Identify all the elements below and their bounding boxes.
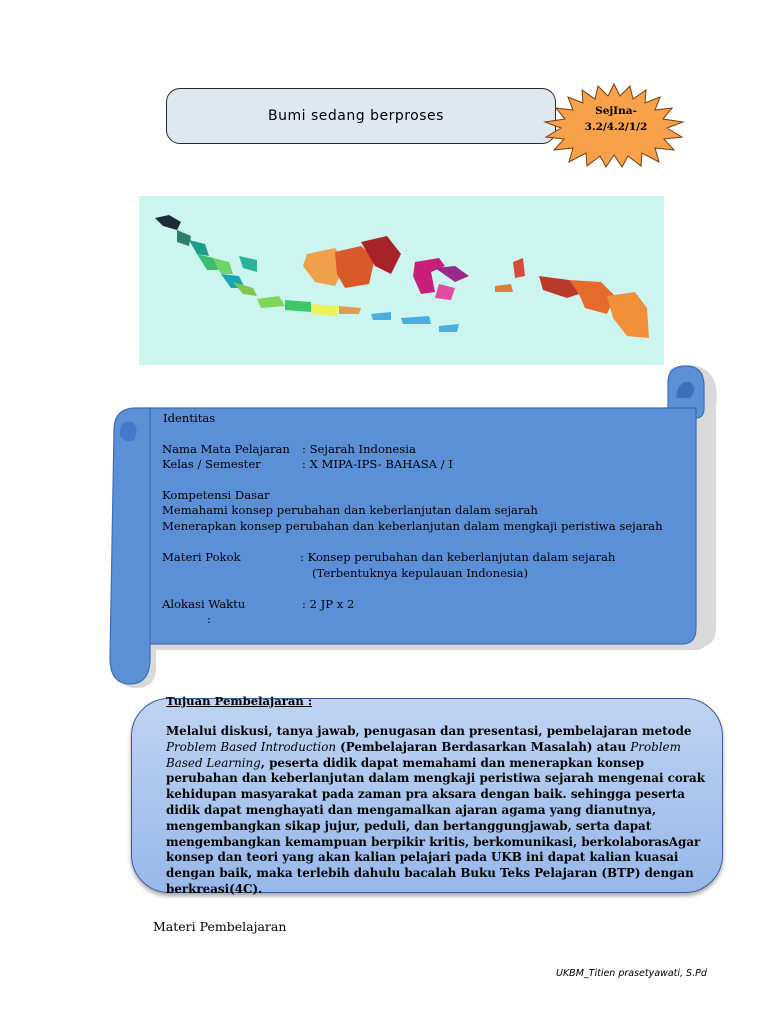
materi-value: : Konsep perubahan dan keberlanjutan dalam sejarah <box>300 550 616 564</box>
kelas-label: Kelas / Semester <box>162 457 261 471</box>
page-title: Bumi sedang berproses <box>268 108 444 124</box>
mapel-label: Nama Mata Pelajaran <box>162 442 290 456</box>
kd-item-1: Memahami konsep perubahan dan keberlanjutan dalam sejarah <box>162 503 538 517</box>
kd-heading: Kompetensi Dasar <box>162 488 270 502</box>
alokasi-value: : 2 JP x 2 <box>302 597 355 611</box>
objectives-text-part1: Melalui diskusi, tanya jawab, penugasan dan presentasi, pembelajaran metode <box>166 724 692 738</box>
kd-item-2: Menerapkan konsep perubahan dan keberlanjutan dalam mengkaji peristiwa sejarah <box>162 519 663 533</box>
objectives-text-part3: , peserta didik dapat memahami dan menerapkan konsep perubahan dan keberlanjutan dalam mengkaji peristiwa sejarah mengenai corak kehidupan masyarakat pada zaman pra aksara dengan baik. sehingga peserta didik dapat menghayati dan mengamalkan ajaran agama yang dianutnya, mengembangkan sikap jujur, peduli, dan bertanggungjawab, serta dapat mengembangkan kemampuan berpikir kritis, berkomunikasi, berkolaborasAgar konsep dan teori yang akan kalian pelajari pada UKB ini dapat kalian kuasai dengan baik, maka terlebih dahulu bacalah Buku Teks Pelajaran (BTP) dengan berkreasi(4C). <box>166 755 705 896</box>
indonesia-map-image <box>139 196 664 365</box>
footer-author: UKBM_Titien prasetyawati, S.Pd <box>556 968 707 979</box>
badge-code-line1: SejIna- <box>595 105 637 117</box>
badge-code-line2: 3.2/4.2/1/2 <box>584 121 648 133</box>
objectives-text-pbl: Problem Based Learning <box>166 739 681 770</box>
kelas-value: : X MIPA-IPS- BAHASA / I <box>302 457 453 471</box>
objectives-text-method: Problem Based Introduction <box>166 739 337 754</box>
objectives-text-part2: (Pembelajaran Berdasarkan Masalah) atau <box>336 739 631 754</box>
mapel-value: : Sejarah Indonesia <box>302 442 416 456</box>
objectives-heading: Tujuan Pembelajaran : <box>166 694 313 708</box>
materi-value-sub: (Terbentuknya kepulauan Indonesia) <box>312 566 529 580</box>
identitas-heading: Identitas <box>163 411 216 425</box>
materi-label: Materi Pokok <box>162 550 241 564</box>
objectives-text <box>166 724 706 898</box>
stray-colon: : <box>207 612 211 626</box>
materi-pembelajaran-heading: Materi Pembelajaran <box>153 919 287 934</box>
alokasi-label: Alokasi Waktu <box>162 597 246 611</box>
